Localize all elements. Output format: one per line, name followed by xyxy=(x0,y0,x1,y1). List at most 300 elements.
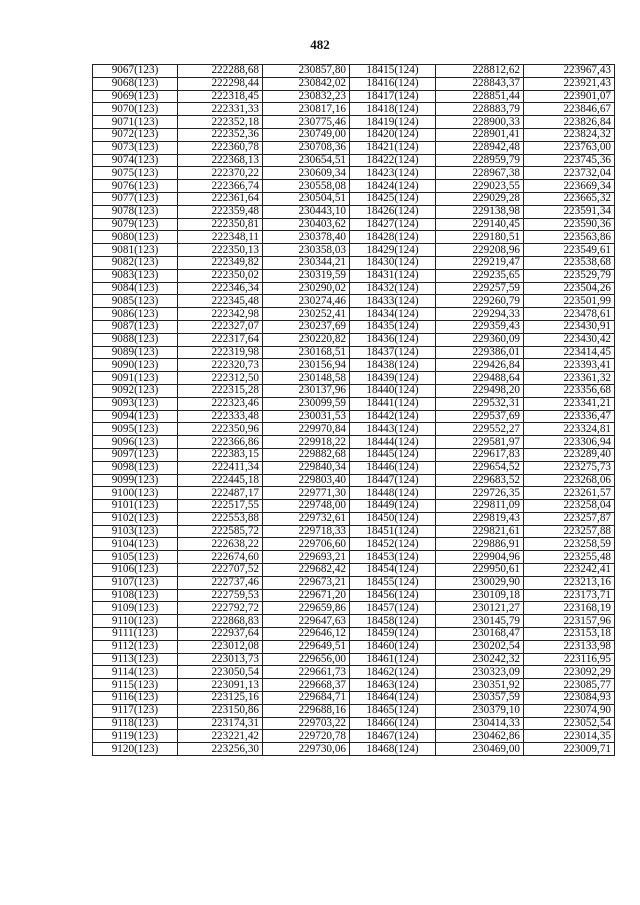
x-coordinate-cell: 230168,47 xyxy=(436,628,524,641)
y-coordinate-cell: 229682,42 xyxy=(263,564,350,577)
y-coordinate-cell: 223133,98 xyxy=(524,640,615,653)
table-row xyxy=(93,730,615,743)
x-coordinate-cell: 228883,79 xyxy=(436,103,524,116)
y-coordinate-cell: 230832,23 xyxy=(263,90,350,103)
y-coordinate-cell: 229718,33 xyxy=(263,525,350,538)
point-id-cell: 9084(123) xyxy=(93,282,178,295)
point-id-cell: 9077(123) xyxy=(93,192,178,205)
y-coordinate-cell: 223074,90 xyxy=(524,704,615,717)
x-coordinate-cell: 230414,33 xyxy=(436,717,524,730)
point-id-cell: 18466(124) xyxy=(350,717,436,730)
x-coordinate-cell: 222288,68 xyxy=(178,65,263,78)
point-id-cell: 9070(123) xyxy=(93,103,178,116)
x-coordinate-cell: 223221,42 xyxy=(178,730,263,743)
point-id-cell: 18459(124) xyxy=(350,628,436,641)
point-id-cell: 9083(123) xyxy=(93,269,178,282)
y-coordinate-cell: 230558,08 xyxy=(263,180,350,193)
point-id-cell: 18440(124) xyxy=(350,384,436,397)
y-coordinate-cell: 230099,59 xyxy=(263,397,350,410)
y-coordinate-cell: 223361,32 xyxy=(524,372,615,385)
y-coordinate-cell: 223213,16 xyxy=(524,576,615,589)
table-row xyxy=(93,487,615,500)
point-id-cell: 9101(123) xyxy=(93,500,178,513)
y-coordinate-cell: 223341,21 xyxy=(524,397,615,410)
point-id-cell: 18423(124) xyxy=(350,167,436,180)
y-coordinate-cell: 223092,29 xyxy=(524,666,615,679)
y-coordinate-cell: 230358,03 xyxy=(263,244,350,257)
x-coordinate-cell: 222937,64 xyxy=(178,628,263,641)
table-row xyxy=(93,474,615,487)
y-coordinate-cell: 229748,00 xyxy=(263,500,350,513)
table-row xyxy=(93,65,615,78)
y-coordinate-cell: 230290,02 xyxy=(263,282,350,295)
table-row xyxy=(93,333,615,346)
point-id-cell: 18460(124) xyxy=(350,640,436,653)
point-id-cell: 18427(124) xyxy=(350,218,436,231)
y-coordinate-cell: 230708,36 xyxy=(263,141,350,154)
y-coordinate-cell: 229882,68 xyxy=(263,448,350,461)
point-id-cell: 18465(124) xyxy=(350,704,436,717)
point-id-cell: 18422(124) xyxy=(350,154,436,167)
x-coordinate-cell: 223150,86 xyxy=(178,704,263,717)
y-coordinate-cell: 223504,26 xyxy=(524,282,615,295)
x-coordinate-cell: 222361,64 xyxy=(178,192,263,205)
y-coordinate-cell: 229693,21 xyxy=(263,551,350,564)
x-coordinate-cell: 222707,52 xyxy=(178,564,263,577)
table-row xyxy=(93,602,615,615)
y-coordinate-cell: 223665,32 xyxy=(524,192,615,205)
x-coordinate-cell: 230202,54 xyxy=(436,640,524,653)
point-id-cell: 18421(124) xyxy=(350,141,436,154)
point-id-cell: 9115(123) xyxy=(93,679,178,692)
y-coordinate-cell: 230344,21 xyxy=(263,256,350,269)
point-id-cell: 18452(124) xyxy=(350,538,436,551)
table-row xyxy=(93,346,615,359)
point-id-cell: 9082(123) xyxy=(93,256,178,269)
x-coordinate-cell: 222318,45 xyxy=(178,90,263,103)
y-coordinate-cell: 229646,12 xyxy=(263,628,350,641)
table-row xyxy=(93,615,615,628)
x-coordinate-cell: 223050,54 xyxy=(178,666,263,679)
y-coordinate-cell: 223306,94 xyxy=(524,436,615,449)
point-id-cell: 9088(123) xyxy=(93,333,178,346)
table-row xyxy=(93,384,615,397)
y-coordinate-cell: 223173,71 xyxy=(524,589,615,602)
x-coordinate-cell: 222342,98 xyxy=(178,308,263,321)
y-coordinate-cell: 223261,57 xyxy=(524,487,615,500)
table-row xyxy=(93,436,615,449)
table-row xyxy=(93,538,615,551)
y-coordinate-cell: 229732,61 xyxy=(263,512,350,525)
x-coordinate-cell: 222553,88 xyxy=(178,512,263,525)
table-row xyxy=(93,372,615,385)
x-coordinate-cell: 229886,91 xyxy=(436,538,524,551)
point-id-cell: 18417(124) xyxy=(350,90,436,103)
y-coordinate-cell: 223255,48 xyxy=(524,551,615,564)
point-id-cell: 9086(123) xyxy=(93,308,178,321)
y-coordinate-cell: 229649,51 xyxy=(263,640,350,653)
x-coordinate-cell: 229552,27 xyxy=(436,423,524,436)
point-id-cell: 18430(124) xyxy=(350,256,436,269)
point-id-cell: 9108(123) xyxy=(93,589,178,602)
y-coordinate-cell: 230137,96 xyxy=(263,384,350,397)
point-id-cell: 9091(123) xyxy=(93,372,178,385)
x-coordinate-cell: 222298,44 xyxy=(178,77,263,90)
y-coordinate-cell: 229688,16 xyxy=(263,704,350,717)
point-id-cell: 9076(123) xyxy=(93,180,178,193)
point-id-cell: 9072(123) xyxy=(93,128,178,141)
x-coordinate-cell: 222359,48 xyxy=(178,205,263,218)
y-coordinate-cell: 229659,86 xyxy=(263,602,350,615)
x-coordinate-cell: 222323,46 xyxy=(178,397,263,410)
y-coordinate-cell: 230148,58 xyxy=(263,372,350,385)
x-coordinate-cell: 223091,13 xyxy=(178,679,263,692)
y-coordinate-cell: 230156,94 xyxy=(263,359,350,372)
x-coordinate-cell: 228942,48 xyxy=(436,141,524,154)
x-coordinate-cell: 229257,59 xyxy=(436,282,524,295)
point-id-cell: 9116(123) xyxy=(93,692,178,705)
point-id-cell: 18458(124) xyxy=(350,615,436,628)
table-row xyxy=(93,295,615,308)
y-coordinate-cell: 223967,43 xyxy=(524,65,615,78)
x-coordinate-cell: 228959,79 xyxy=(436,154,524,167)
y-coordinate-cell: 229918,22 xyxy=(263,436,350,449)
y-coordinate-cell: 223901,07 xyxy=(524,90,615,103)
point-id-cell: 18461(124) xyxy=(350,653,436,666)
point-id-cell: 9111(123) xyxy=(93,628,178,641)
y-coordinate-cell: 223116,95 xyxy=(524,653,615,666)
point-id-cell: 18443(124) xyxy=(350,423,436,436)
x-coordinate-cell: 222349,82 xyxy=(178,256,263,269)
point-id-cell: 18449(124) xyxy=(350,500,436,513)
table-row xyxy=(93,167,615,180)
point-id-cell: 9085(123) xyxy=(93,295,178,308)
x-coordinate-cell: 228967,38 xyxy=(436,167,524,180)
x-coordinate-cell: 230469,00 xyxy=(436,743,524,756)
x-coordinate-cell: 229360,09 xyxy=(436,333,524,346)
y-coordinate-cell: 229668,37 xyxy=(263,679,350,692)
point-id-cell: 18463(124) xyxy=(350,679,436,692)
x-coordinate-cell: 229180,51 xyxy=(436,231,524,244)
table-row xyxy=(93,512,615,525)
point-id-cell: 9090(123) xyxy=(93,359,178,372)
table-row xyxy=(93,500,615,513)
y-coordinate-cell: 229671,20 xyxy=(263,589,350,602)
table-row xyxy=(93,397,615,410)
y-coordinate-cell: 230443,10 xyxy=(263,205,350,218)
x-coordinate-cell: 229235,65 xyxy=(436,269,524,282)
point-id-cell: 18467(124) xyxy=(350,730,436,743)
x-coordinate-cell: 229386,01 xyxy=(436,346,524,359)
x-coordinate-cell: 222333,48 xyxy=(178,410,263,423)
y-coordinate-cell: 223085,77 xyxy=(524,679,615,692)
y-coordinate-cell: 223414,45 xyxy=(524,346,615,359)
x-coordinate-cell: 222517,55 xyxy=(178,500,263,513)
table-row xyxy=(93,205,615,218)
point-id-cell: 9069(123) xyxy=(93,90,178,103)
x-coordinate-cell: 230242,32 xyxy=(436,653,524,666)
table-row xyxy=(93,666,615,679)
y-coordinate-cell: 223430,91 xyxy=(524,320,615,333)
x-coordinate-cell: 230379,10 xyxy=(436,704,524,717)
x-coordinate-cell: 222346,34 xyxy=(178,282,263,295)
x-coordinate-cell: 222370,22 xyxy=(178,167,263,180)
x-coordinate-cell: 222320,73 xyxy=(178,359,263,372)
x-coordinate-cell: 223012,08 xyxy=(178,640,263,653)
table-row xyxy=(93,116,615,129)
x-coordinate-cell: 229023,55 xyxy=(436,180,524,193)
y-coordinate-cell: 230817,16 xyxy=(263,103,350,116)
y-coordinate-cell: 223258,59 xyxy=(524,538,615,551)
x-coordinate-cell: 229654,52 xyxy=(436,461,524,474)
y-coordinate-cell: 230749,00 xyxy=(263,128,350,141)
y-coordinate-cell: 223921,43 xyxy=(524,77,615,90)
y-coordinate-cell: 223168,19 xyxy=(524,602,615,615)
x-coordinate-cell: 229617,83 xyxy=(436,448,524,461)
x-coordinate-cell: 222312,50 xyxy=(178,372,263,385)
point-id-cell: 9119(123) xyxy=(93,730,178,743)
y-coordinate-cell: 229684,71 xyxy=(263,692,350,705)
x-coordinate-cell: 229726,35 xyxy=(436,487,524,500)
x-coordinate-cell: 229532,31 xyxy=(436,397,524,410)
y-coordinate-cell: 223669,34 xyxy=(524,180,615,193)
x-coordinate-cell: 222331,33 xyxy=(178,103,263,116)
x-coordinate-cell: 230121,27 xyxy=(436,602,524,615)
table-row xyxy=(93,128,615,141)
table-row xyxy=(93,461,615,474)
point-id-cell: 9092(123) xyxy=(93,384,178,397)
x-coordinate-cell: 229498,20 xyxy=(436,384,524,397)
x-coordinate-cell: 229581,97 xyxy=(436,436,524,449)
point-id-cell: 9102(123) xyxy=(93,512,178,525)
point-id-cell: 18424(124) xyxy=(350,180,436,193)
x-coordinate-cell: 222317,64 xyxy=(178,333,263,346)
table-row xyxy=(93,692,615,705)
y-coordinate-cell: 223538,68 xyxy=(524,256,615,269)
table-row xyxy=(93,308,615,321)
x-coordinate-cell: 222585,72 xyxy=(178,525,263,538)
y-coordinate-cell: 223549,61 xyxy=(524,244,615,257)
coordinates-table xyxy=(92,64,615,756)
y-coordinate-cell: 230168,51 xyxy=(263,346,350,359)
point-id-cell: 9080(123) xyxy=(93,231,178,244)
point-id-cell: 9110(123) xyxy=(93,615,178,628)
x-coordinate-cell: 222350,13 xyxy=(178,244,263,257)
point-id-cell: 18444(124) xyxy=(350,436,436,449)
point-id-cell: 9095(123) xyxy=(93,423,178,436)
y-coordinate-cell: 229970,84 xyxy=(263,423,350,436)
point-id-cell: 18436(124) xyxy=(350,333,436,346)
x-coordinate-cell: 229904,96 xyxy=(436,551,524,564)
x-coordinate-cell: 222759,53 xyxy=(178,589,263,602)
point-id-cell: 18450(124) xyxy=(350,512,436,525)
y-coordinate-cell: 230775,46 xyxy=(263,116,350,129)
x-coordinate-cell: 229683,52 xyxy=(436,474,524,487)
point-id-cell: 18448(124) xyxy=(350,487,436,500)
y-coordinate-cell: 223393,41 xyxy=(524,359,615,372)
y-coordinate-cell: 229656,00 xyxy=(263,653,350,666)
point-id-cell: 18418(124) xyxy=(350,103,436,116)
table-row xyxy=(93,269,615,282)
table-row xyxy=(93,628,615,641)
point-id-cell: 9114(123) xyxy=(93,666,178,679)
x-coordinate-cell: 222383,15 xyxy=(178,448,263,461)
y-coordinate-cell: 223763,00 xyxy=(524,141,615,154)
point-id-cell: 18431(124) xyxy=(350,269,436,282)
table-row xyxy=(93,410,615,423)
x-coordinate-cell: 222315,28 xyxy=(178,384,263,397)
x-coordinate-cell: 222345,48 xyxy=(178,295,263,308)
coordinates-table-body xyxy=(93,65,615,756)
table-row xyxy=(93,103,615,116)
point-id-cell: 9081(123) xyxy=(93,244,178,257)
table-row xyxy=(93,653,615,666)
x-coordinate-cell: 222352,36 xyxy=(178,128,263,141)
x-coordinate-cell: 228812,62 xyxy=(436,65,524,78)
point-id-cell: 18447(124) xyxy=(350,474,436,487)
point-id-cell: 18453(124) xyxy=(350,551,436,564)
point-id-cell: 9104(123) xyxy=(93,538,178,551)
y-coordinate-cell: 229730,06 xyxy=(263,743,350,756)
point-id-cell: 18446(124) xyxy=(350,461,436,474)
table-row xyxy=(93,154,615,167)
y-coordinate-cell: 223356,68 xyxy=(524,384,615,397)
y-coordinate-cell: 229673,21 xyxy=(263,576,350,589)
x-coordinate-cell: 230029,90 xyxy=(436,576,524,589)
y-coordinate-cell: 223563,86 xyxy=(524,231,615,244)
y-coordinate-cell: 229706,60 xyxy=(263,538,350,551)
y-coordinate-cell: 229803,40 xyxy=(263,474,350,487)
x-coordinate-cell: 222366,74 xyxy=(178,180,263,193)
point-id-cell: 9071(123) xyxy=(93,116,178,129)
table-row xyxy=(93,743,615,756)
point-id-cell: 9112(123) xyxy=(93,640,178,653)
point-id-cell: 9075(123) xyxy=(93,167,178,180)
y-coordinate-cell: 230378,40 xyxy=(263,231,350,244)
point-id-cell: 18445(124) xyxy=(350,448,436,461)
point-id-cell: 9106(123) xyxy=(93,564,178,577)
y-coordinate-cell: 223084,93 xyxy=(524,692,615,705)
x-coordinate-cell: 230351,92 xyxy=(436,679,524,692)
table-row xyxy=(93,192,615,205)
x-coordinate-cell: 229537,69 xyxy=(436,410,524,423)
x-coordinate-cell: 222352,18 xyxy=(178,116,263,129)
y-coordinate-cell: 230274,46 xyxy=(263,295,350,308)
point-id-cell: 9113(123) xyxy=(93,653,178,666)
x-coordinate-cell: 222327,07 xyxy=(178,320,263,333)
point-id-cell: 18420(124) xyxy=(350,128,436,141)
table-row xyxy=(93,679,615,692)
table-row xyxy=(93,218,615,231)
x-coordinate-cell: 229140,45 xyxy=(436,218,524,231)
table-row xyxy=(93,551,615,564)
point-id-cell: 18464(124) xyxy=(350,692,436,705)
point-id-cell: 9100(123) xyxy=(93,487,178,500)
point-id-cell: 18429(124) xyxy=(350,244,436,257)
table-row xyxy=(93,359,615,372)
x-coordinate-cell: 230323,09 xyxy=(436,666,524,679)
point-id-cell: 9078(123) xyxy=(93,205,178,218)
y-coordinate-cell: 229647,63 xyxy=(263,615,350,628)
y-coordinate-cell: 223268,06 xyxy=(524,474,615,487)
y-coordinate-cell: 223275,73 xyxy=(524,461,615,474)
x-coordinate-cell: 229819,43 xyxy=(436,512,524,525)
x-coordinate-cell: 222350,96 xyxy=(178,423,263,436)
table-row xyxy=(93,77,615,90)
x-coordinate-cell: 229029,28 xyxy=(436,192,524,205)
point-id-cell: 18437(124) xyxy=(350,346,436,359)
y-coordinate-cell: 223824,32 xyxy=(524,128,615,141)
point-id-cell: 9098(123) xyxy=(93,461,178,474)
table-row xyxy=(93,564,615,577)
y-coordinate-cell: 230654,51 xyxy=(263,154,350,167)
x-coordinate-cell: 229488,64 xyxy=(436,372,524,385)
y-coordinate-cell: 223242,41 xyxy=(524,564,615,577)
point-id-cell: 18468(124) xyxy=(350,743,436,756)
point-id-cell: 18428(124) xyxy=(350,231,436,244)
y-coordinate-cell: 223430,42 xyxy=(524,333,615,346)
point-id-cell: 9073(123) xyxy=(93,141,178,154)
table-row xyxy=(93,180,615,193)
y-coordinate-cell: 230403,62 xyxy=(263,218,350,231)
point-id-cell: 18439(124) xyxy=(350,372,436,385)
point-id-cell: 9120(123) xyxy=(93,743,178,756)
x-coordinate-cell: 222792,72 xyxy=(178,602,263,615)
point-id-cell: 18454(124) xyxy=(350,564,436,577)
point-id-cell: 9109(123) xyxy=(93,602,178,615)
x-coordinate-cell: 222411,34 xyxy=(178,461,263,474)
y-coordinate-cell: 223745,36 xyxy=(524,154,615,167)
y-coordinate-cell: 223591,34 xyxy=(524,205,615,218)
point-id-cell: 9105(123) xyxy=(93,551,178,564)
y-coordinate-cell: 229771,30 xyxy=(263,487,350,500)
x-coordinate-cell: 222350,02 xyxy=(178,269,263,282)
table-row xyxy=(93,423,615,436)
x-coordinate-cell: 228900,33 xyxy=(436,116,524,129)
y-coordinate-cell: 230842,02 xyxy=(263,77,350,90)
y-coordinate-cell: 223529,79 xyxy=(524,269,615,282)
y-coordinate-cell: 223009,71 xyxy=(524,743,615,756)
point-id-cell: 9093(123) xyxy=(93,397,178,410)
y-coordinate-cell: 223052,54 xyxy=(524,717,615,730)
x-coordinate-cell: 222319,98 xyxy=(178,346,263,359)
x-coordinate-cell: 222366,86 xyxy=(178,436,263,449)
y-coordinate-cell: 223478,61 xyxy=(524,308,615,321)
x-coordinate-cell: 230462,86 xyxy=(436,730,524,743)
x-coordinate-cell: 223013,73 xyxy=(178,653,263,666)
y-coordinate-cell: 223732,04 xyxy=(524,167,615,180)
y-coordinate-cell: 223258,04 xyxy=(524,500,615,513)
y-coordinate-cell: 230031,53 xyxy=(263,410,350,423)
y-coordinate-cell: 230857,80 xyxy=(263,65,350,78)
x-coordinate-cell: 223256,30 xyxy=(178,743,263,756)
point-id-cell: 9094(123) xyxy=(93,410,178,423)
y-coordinate-cell: 223826,84 xyxy=(524,116,615,129)
table-row xyxy=(93,448,615,461)
point-id-cell: 18442(124) xyxy=(350,410,436,423)
x-coordinate-cell: 222674,60 xyxy=(178,551,263,564)
point-id-cell: 9107(123) xyxy=(93,576,178,589)
x-coordinate-cell: 222487,17 xyxy=(178,487,263,500)
table-row xyxy=(93,704,615,717)
x-coordinate-cell: 230357,59 xyxy=(436,692,524,705)
y-coordinate-cell: 223014,35 xyxy=(524,730,615,743)
point-id-cell: 9099(123) xyxy=(93,474,178,487)
x-coordinate-cell: 229950,61 xyxy=(436,564,524,577)
table-row xyxy=(93,90,615,103)
x-coordinate-cell: 223125,16 xyxy=(178,692,263,705)
y-coordinate-cell: 230220,82 xyxy=(263,333,350,346)
